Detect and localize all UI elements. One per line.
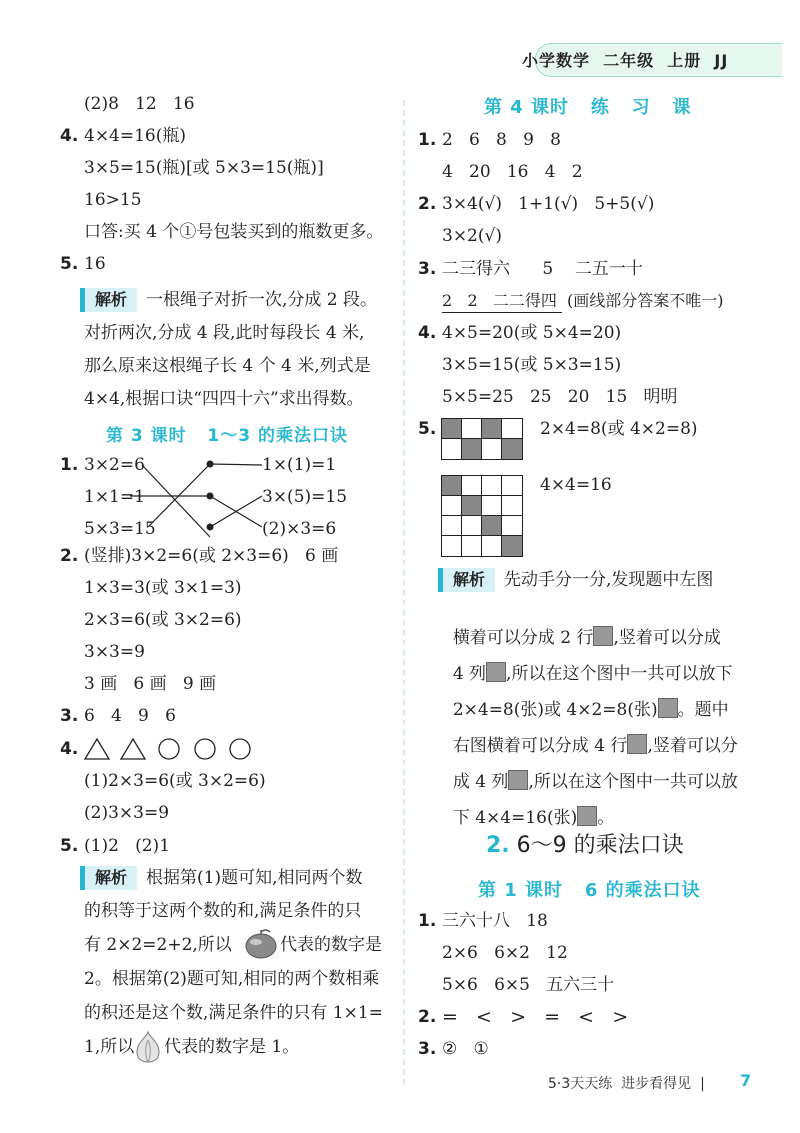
answer-line: (1)2×3=6(或 3×2=6) — [84, 771, 266, 791]
analysis-line: 根据第(1)题可知,相同两个数 — [146, 868, 363, 888]
analysis-text: ,所以在这个图中一共可以放下 — [506, 664, 733, 684]
analysis-line: 对折两次,分成 4 段,此时每段长 4 米, — [84, 323, 365, 343]
answer-line: 3×5=15(瓶)[或 5×3=15(瓶)] — [84, 158, 324, 178]
match-left-3: 5×3=15 — [84, 519, 156, 539]
answer-line: 4×5=20(或 5×4=20) — [442, 323, 622, 343]
page-number: 7 — [740, 1071, 752, 1090]
answer-line: 16>15 — [84, 190, 142, 210]
analysis-text: 。题中 — [677, 700, 729, 720]
analysis-tag: 解析 — [80, 288, 137, 312]
answer-line: 4 20 16 4 2 — [442, 162, 583, 182]
question-number: 4. — [60, 126, 79, 146]
answer-line: 2×3=6(或 3×2=6) — [84, 610, 242, 630]
answer-line: ② ① — [442, 1039, 489, 1059]
answer-line: 口答:买 4 个①号包装买到的瓶数更多。 — [84, 222, 384, 242]
answer-line: 2×6 6×2 12 — [442, 943, 568, 963]
answer-line: 3×5=15(或 5×3=15) — [442, 355, 622, 375]
match-right-3: (2)×3=6 — [262, 519, 337, 539]
answer-line: 5×6 6×5 五六三十 — [442, 975, 615, 995]
analysis-text: 横着可以分成 2 行 — [452, 628, 594, 648]
analysis-line: 4×4,根据口诀“四四十六”求出得数。 — [84, 389, 364, 409]
question-number: 4. — [60, 739, 79, 759]
column-divider — [403, 100, 405, 1085]
shape-sequence — [84, 737, 254, 761]
analysis-text: 4 列 — [452, 664, 487, 684]
footer-text: 5·3天天练 进步看得见 | — [548, 1076, 705, 1092]
matching-lines — [130, 452, 270, 542]
answer-line: (2)3×3=9 — [84, 803, 170, 823]
analysis-text: ,所以在这个图中一共可以放 — [528, 772, 738, 792]
triangle-icon — [85, 739, 109, 759]
answer-line: (1)2 (2)1 — [84, 836, 171, 856]
grid-4x4 — [441, 475, 523, 557]
match-left-2: 1×1=1 — [84, 487, 145, 507]
analysis-text: 2×4=8(张)或 4×2=8(张) — [452, 700, 658, 720]
answer-line: 3 画 6 画 9 画 — [84, 674, 217, 694]
answer-line: 2 2 二二得四 (画线部分答案不唯一) — [442, 291, 724, 310]
analysis-text: ,竖着可以分 — [647, 736, 738, 756]
answer-line: 6 4 9 6 — [84, 706, 176, 726]
answer-line: (2)8 12 16 — [84, 94, 195, 114]
analysis-text: 右图横着可以分成 4 行 — [452, 736, 628, 756]
answer-line: 2 6 8 9 8 — [442, 130, 561, 150]
question-number: 3. — [418, 1039, 437, 1059]
answer-line: 1×3=3(或 3×1=3) — [84, 578, 242, 598]
question-number: 5. — [60, 836, 79, 856]
answer-line: 3×2(√) — [442, 226, 502, 246]
header-title: 小学数学 二年级 上册 JJ — [522, 51, 729, 70]
question-number: 1. — [418, 130, 437, 150]
analysis-text: ,竖着可以分成 — [613, 628, 721, 648]
question-number: 3. — [60, 706, 79, 726]
grid-4x2 — [441, 418, 523, 460]
analysis-row — [442, 784, 614, 829]
analysis-line: 1,所以 — [84, 1037, 135, 1057]
analysis-line: 代表的数字是 — [280, 935, 382, 955]
answer-line: 3×3=9 — [84, 642, 145, 662]
answer-line: = < > = < > — [442, 1006, 629, 1028]
question-number: 5. — [60, 254, 79, 274]
underline-mark — [442, 312, 562, 313]
answer-line: 2×4=8(或 4×2=8) — [540, 419, 698, 439]
analysis-line: 一根绳子对折一次,分成 2 段。 — [146, 290, 378, 310]
question-number: 2. — [418, 1007, 437, 1027]
match-right-1: 1×(1)=1 — [262, 455, 337, 475]
section-title: 第 4 课时 练 习 课 — [484, 97, 692, 118]
question-number: 1. — [418, 911, 437, 931]
analysis-line: 的积还是这个数,满足条件的只有 1×1= — [84, 1003, 383, 1023]
square-icon — [577, 806, 597, 826]
analysis-tag: 解析 — [80, 866, 137, 890]
answer-line: 三六十八 18 — [442, 911, 548, 931]
analysis-line: 有 2×2=2+2,所以 — [84, 935, 232, 955]
answer-line: 二三得六 5 二五一十 — [442, 259, 643, 279]
chapter-name: 6～9 的乘法口诀 — [509, 833, 684, 858]
analysis-tag: 解析 — [438, 568, 495, 592]
chapter-title — [486, 828, 684, 859]
section-title: 第 1 课时 6 的乘法口诀 — [478, 880, 701, 901]
answer-line: 16 — [84, 254, 106, 274]
answer-line: 5×5=25 25 20 15 明明 — [442, 387, 678, 407]
analysis-line: 2。根据第(2)题可知,相同的两个数相乘 — [84, 969, 380, 989]
analysis-line: 那么原来这根绳子长 4 个 4 米,列式是 — [84, 356, 371, 376]
answer-line: 3×4(√) 1+1(√) 5+5(√) — [442, 194, 655, 214]
analysis-line: 代表的数字是 1。 — [164, 1037, 300, 1057]
analysis-text: 下 4×4=16(张) — [452, 808, 578, 828]
analysis-line: 的积等于这两个数的和,满足条件的只 — [84, 901, 362, 921]
circle-icon — [195, 739, 215, 759]
question-number: 1. — [60, 455, 79, 475]
question-number: 2. — [60, 546, 79, 566]
question-number: 3. — [418, 259, 437, 279]
analysis-text: 成 4 列 — [452, 772, 509, 792]
chapter-number: 2. — [486, 833, 510, 858]
question-number: 2. — [418, 194, 437, 214]
section-title: 第 3 课时 1～3 的乘法口诀 — [106, 426, 348, 446]
answer-line: 4×4=16 — [540, 475, 612, 495]
circle-icon — [159, 739, 179, 759]
match-right-2: 3×(5)=15 — [262, 487, 348, 507]
match-left-1: 3×2=6 — [84, 455, 145, 475]
triangle-icon — [121, 739, 145, 759]
analysis-line: 先动手分一分,发现题中左图 — [504, 570, 714, 590]
circle-icon — [230, 739, 250, 759]
answer-line: 4×4=16(瓶) — [84, 126, 187, 146]
answer-line: (竖排)3×2=6(或 2×3=6) 6 画 — [84, 546, 339, 566]
analysis-text: 。 — [597, 808, 615, 828]
apple-icon — [244, 928, 278, 960]
question-number: 4. — [418, 323, 437, 343]
garlic-icon — [134, 1030, 162, 1064]
question-number: 5. — [418, 419, 437, 439]
